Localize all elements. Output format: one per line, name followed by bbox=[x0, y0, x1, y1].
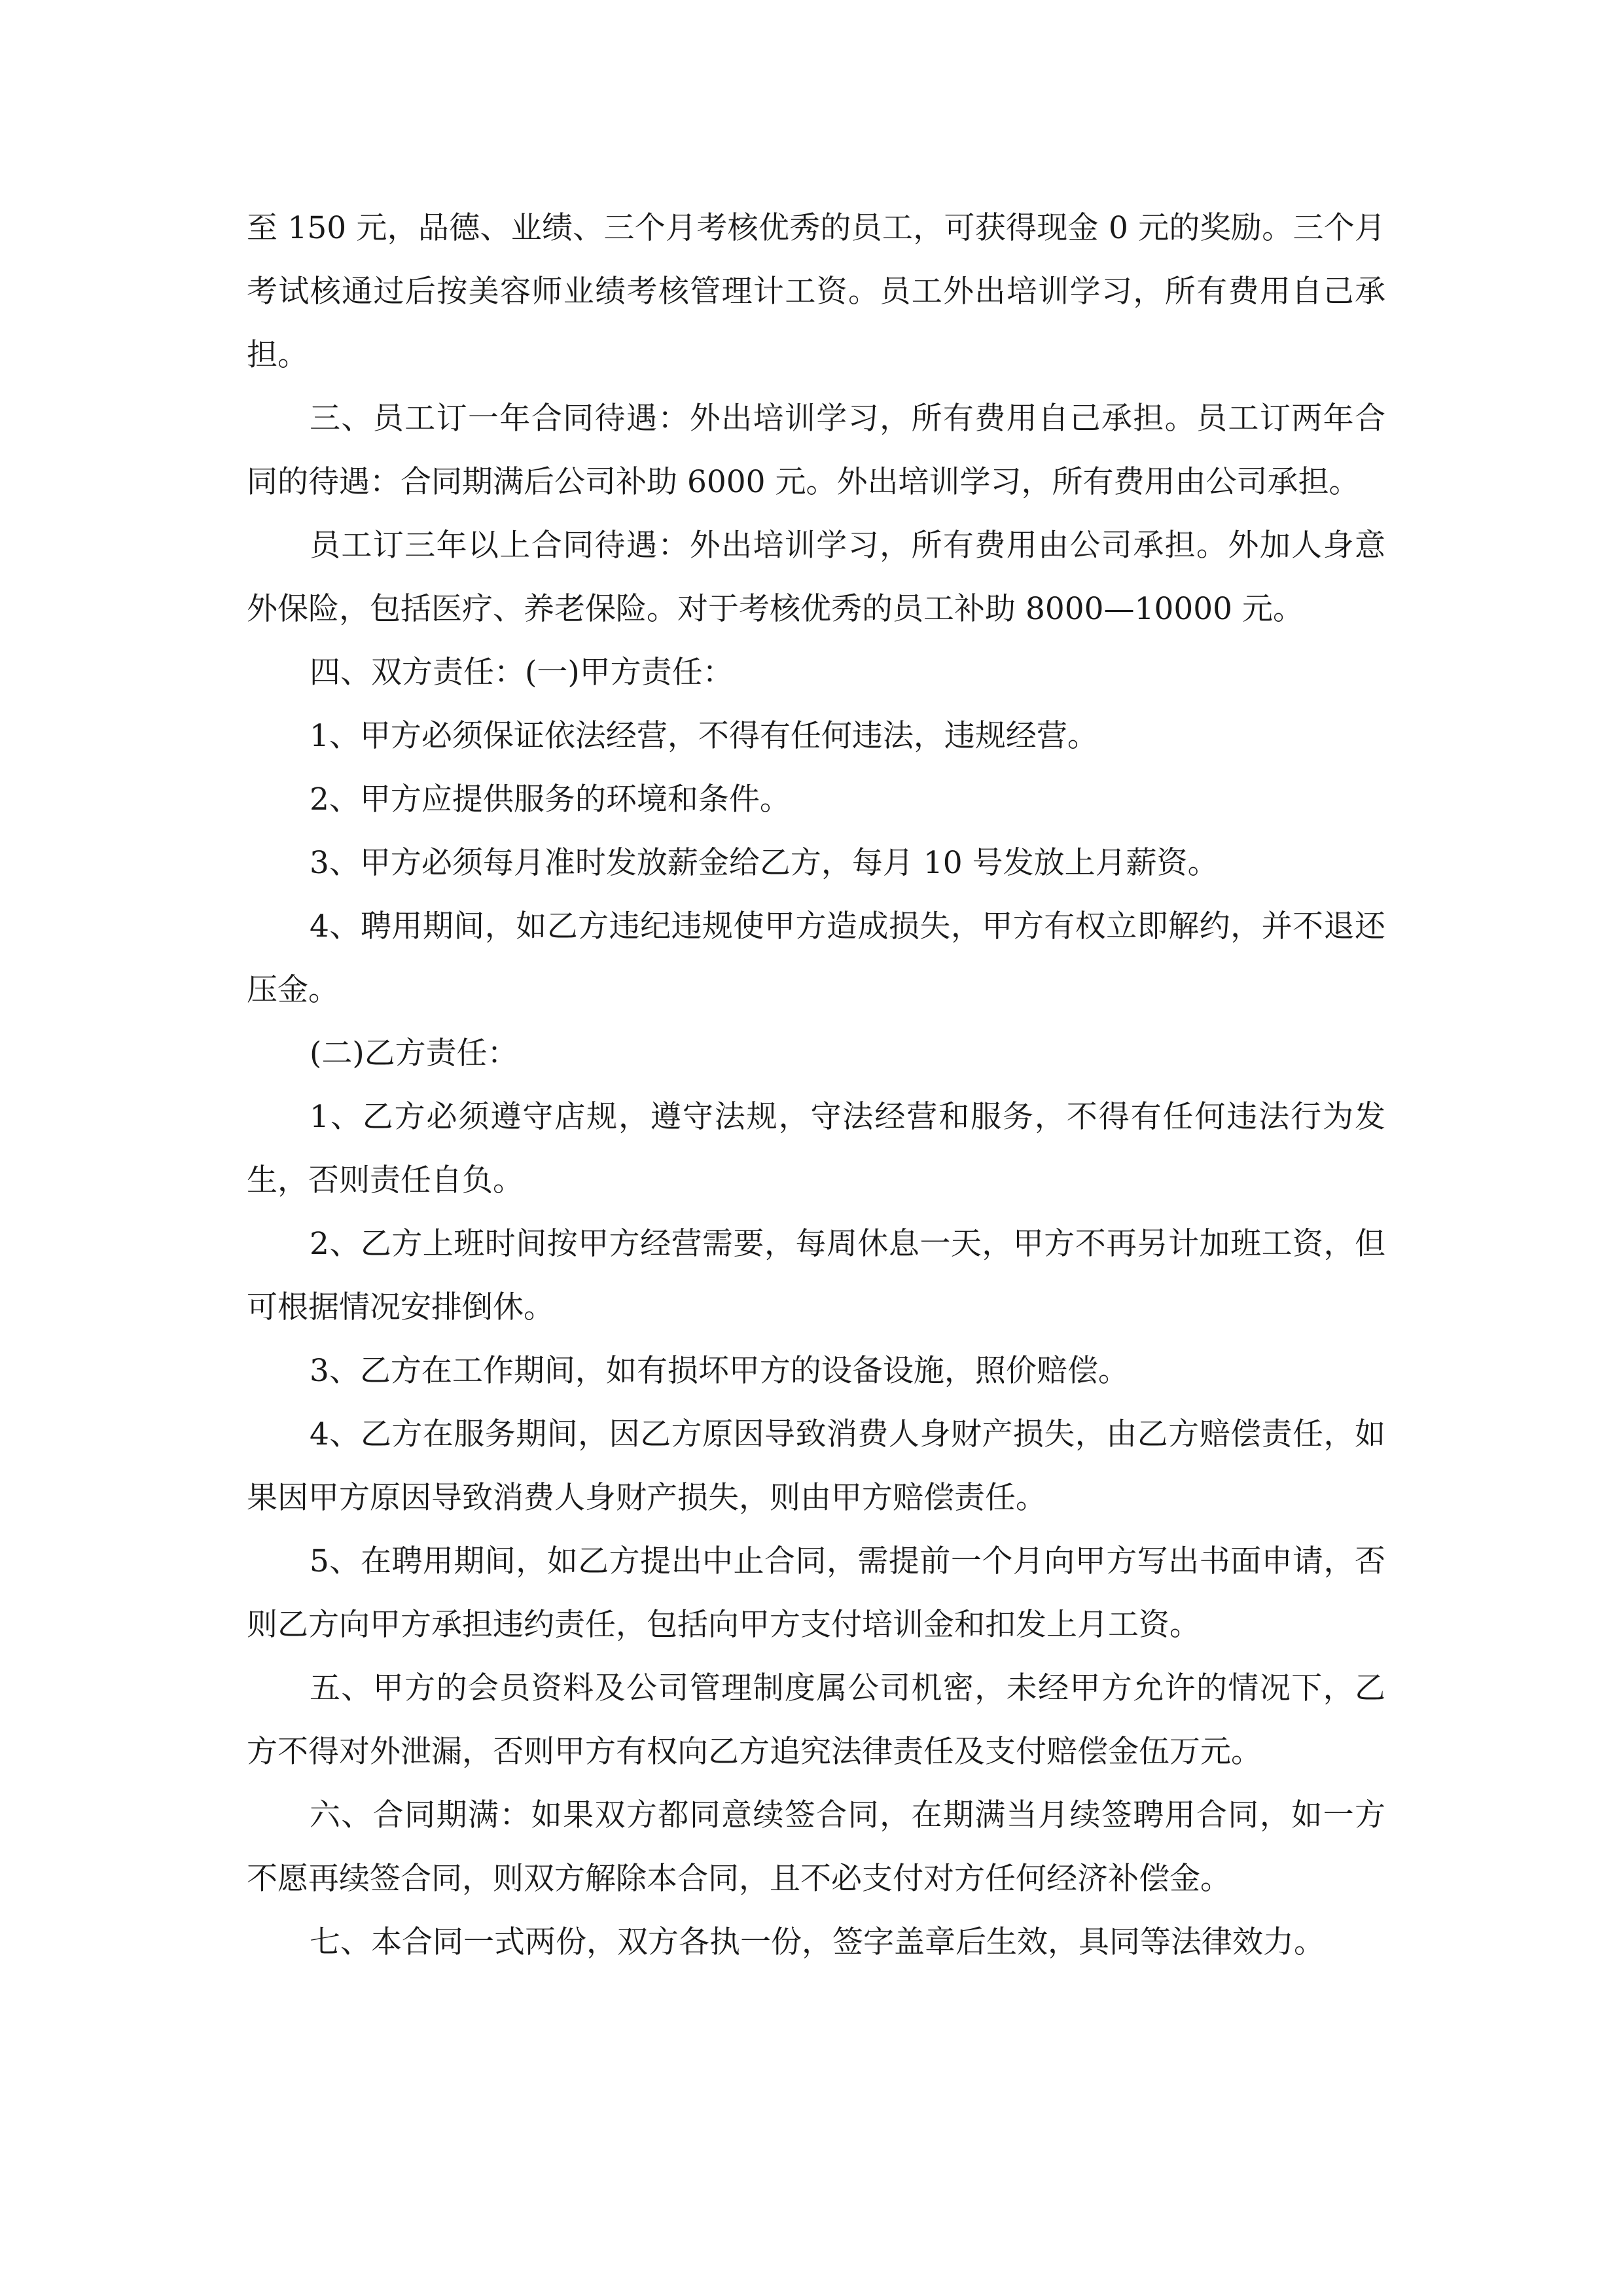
paragraph-party-a-item-4: 4、聘用期间，如乙方违纪违规使甲方造成损失，甲方有权立即解约，并不退还压金。 bbox=[247, 908, 1385, 1008]
paragraph-section-7-copies: 七、本合同一式两份，双方各执一份，签字盖章后生效，具同等法律效力。 bbox=[310, 1924, 1325, 1960]
paragraph-training-rewards: 至 150 元，品德、业绩、三个月考核优秀的员工，可获得现金 0 元的奖励。三个月考试核通过后按美容师业绩考核管理计工资。员工外出培训学习，所有费用自己承担。 bbox=[247, 210, 1385, 373]
paragraph-party-b-item-5: 5、在聘用期间，如乙方提出中止合同，需提前一个月向甲方写出书面申请，否则乙方向甲方承担违约责任，包括向甲方支付培训金和扣发上月工资。 bbox=[247, 1543, 1385, 1643]
paragraph-section-5-confidentiality: 五、甲方的会员资料及公司管理制度属公司机密，未经甲方允许的情况下，乙方不得对外泄漏，否则甲方有权向乙方追究法律责任及支付赔偿金伍万元。 bbox=[247, 1670, 1385, 1770]
paragraph-party-a-item-3: 3、甲方必须每月准时发放薪金给乙方，每月 10 号发放上月薪资。 bbox=[310, 845, 1219, 881]
paragraph-section-6-renewal: 六、合同期满：如果双方都同意续签合同，在期满当月续签聘用合同，如一方不愿再续签合同，则双方解除本合同，且不必支付对方任何经济补偿金。 bbox=[247, 1797, 1385, 1897]
paragraph-party-a-item-1: 1、甲方必须保证依法经营，不得有任何违法，违规经营。 bbox=[310, 718, 1098, 754]
paragraph-section-3-contract-terms: 三、员工订一年合同待遇：外出培训学习，所有费用自己承担。员工订两年合同的待遇：合同期满后公司补助 6000 元。外出培训学习，所有费用由公司承担。 bbox=[247, 401, 1385, 500]
paragraph-party-b-item-2: 2、乙方上班时间按甲方经营需要，每周休息一天，甲方不再另计加班工资，但可根据情况安排倒休。 bbox=[247, 1226, 1385, 1325]
paragraph-section-4-heading: 四、双方责任：(一)甲方责任： bbox=[310, 655, 734, 691]
paragraph-party-b-item-1: 1、乙方必须遵守店规，遵守法规，守法经营和服务，不得有任何违法行为发生，否则责任自负。 bbox=[247, 1099, 1385, 1198]
paragraph-party-a-item-2: 2、甲方应提供服务的环境和条件。 bbox=[310, 781, 791, 817]
paragraph-party-b-heading: (二)乙方责任： bbox=[310, 1035, 518, 1071]
paragraph-party-b-item-4: 4、乙方在服务期间，因乙方原因导致消费人身财产损失，由乙方赔偿责任，如果因甲方原因导致消费人身财产损失，则由甲方赔偿责任。 bbox=[247, 1416, 1385, 1516]
paragraph-three-year-contract: 员工订三年以上合同待遇：外出培训学习，所有费用由公司承担。外加人身意外保险，包括医疗、养老保险。对于考核优秀的员工补助 8000—10000 元。 bbox=[247, 528, 1385, 627]
document-body bbox=[247, 196, 1385, 1974]
paragraph-party-b-item-3: 3、乙方在工作期间，如有损坏甲方的设备设施，照价赔偿。 bbox=[310, 1353, 1129, 1389]
